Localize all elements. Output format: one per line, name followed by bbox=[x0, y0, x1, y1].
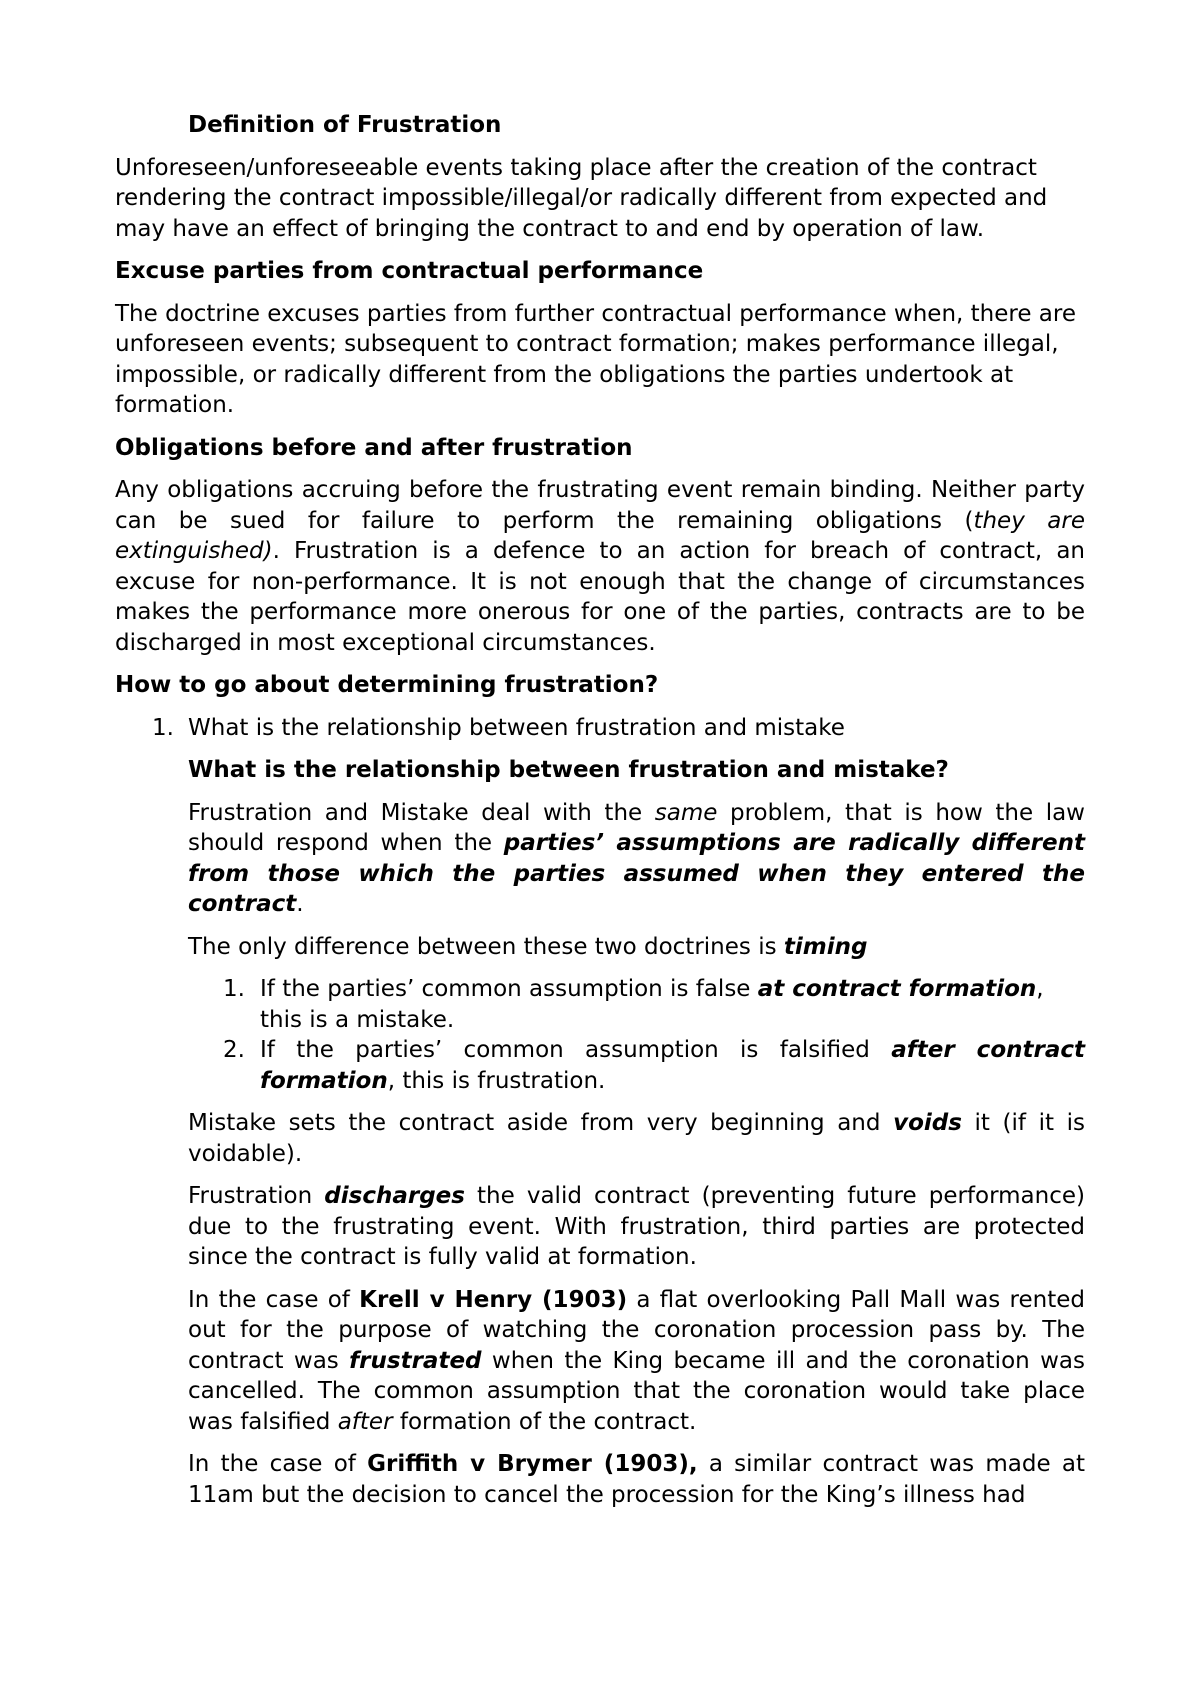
italic-run: they are extinguished) bbox=[115, 507, 1085, 564]
list-item bbox=[115, 974, 1085, 1035]
text-run: . Frustration is a defence to an action for breach of contract, an excuse for non-performance. It is not enough that the change of circumstances makes the performance more onerous for one of the parties, contracts are to be discharged in most exceptional circumstances. bbox=[115, 538, 1085, 656]
text-run: , this is frustration. bbox=[387, 1067, 606, 1094]
heading-obligations: Obligations before and after frustration bbox=[115, 434, 633, 461]
italic-run: after bbox=[337, 1408, 393, 1435]
text-run: formation of the contract. bbox=[392, 1408, 697, 1435]
text-run: a similar contract was made at 11am but the decision to cancel the procession for the King’s illness had bbox=[188, 1451, 1085, 1508]
list-item-body bbox=[188, 755, 1085, 962]
text-run: . bbox=[296, 891, 304, 917]
case-name: Griffith v Brymer (1903), bbox=[367, 1451, 698, 1477]
subheading-relationship: What is the relationship between frustration and mistake? bbox=[188, 757, 949, 783]
text-run: , this is a mistake. bbox=[260, 976, 1044, 1033]
list-number: 1. bbox=[152, 714, 174, 741]
paragraph-discharges bbox=[188, 1181, 1085, 1273]
text-run: the valid contract (preventing future performance) due to the frustrating event. With frustration, third parties are protected since the contract is fully valid at formation. bbox=[188, 1183, 1085, 1270]
paragraph-krell bbox=[188, 1285, 1085, 1438]
bold-italic-run: frustrated bbox=[349, 1347, 482, 1374]
heading-definition: Definition of Frustration bbox=[188, 112, 502, 138]
text-run: If the parties’ common assumption is falsified bbox=[260, 1037, 892, 1063]
paragraph-excuse: The doctrine excuses parties from further contractual performance when, there are unforeseen events; subsequent to contract formation; makes performance illegal, impossible, or radically different from the obligations the parties undertook at formation. bbox=[115, 300, 1076, 418]
paragraph-obligations bbox=[115, 475, 1085, 658]
text-run: The only difference between these two doctrines is bbox=[188, 933, 784, 960]
text-run: Frustration and Mistake deal with the bbox=[188, 799, 655, 826]
bold-italic-run: parties’ assumptions are radically different from those which the parties assumed when they entered the contract bbox=[188, 830, 1085, 917]
bold-italic-run: after contract formation bbox=[260, 1037, 1085, 1094]
text-run: when the King became ill and the coronation was cancelled. The common assumption that the coronation would take place was falsified bbox=[188, 1347, 1085, 1435]
document-body bbox=[115, 110, 1085, 1522]
sub-list bbox=[115, 974, 1085, 1096]
text-run: problem, that is how the law should respond when the bbox=[188, 799, 1085, 856]
heading-how: How to go about determining frustration? bbox=[115, 672, 659, 698]
paragraph-mistake bbox=[188, 1108, 1085, 1169]
case-name: Krell v Henry (1903) bbox=[359, 1286, 628, 1313]
list-item bbox=[115, 713, 1085, 744]
paragraph-griffith bbox=[188, 1449, 1085, 1510]
text-run: it (if it is voidable). bbox=[188, 1110, 1085, 1167]
bold-italic-run: voids bbox=[893, 1110, 962, 1136]
list-number: 1. bbox=[223, 976, 245, 1002]
main-list bbox=[115, 713, 1085, 744]
paragraph-timing bbox=[188, 932, 1085, 963]
list-text: What is the relationship between frustration and mistake bbox=[188, 714, 845, 741]
list-item-body-continued bbox=[188, 1108, 1085, 1510]
text-run: Mistake sets the contract aside from very beginning and bbox=[188, 1110, 894, 1136]
text-run: If the parties’ common assumption is false bbox=[260, 976, 758, 1002]
text-run: In the case of bbox=[188, 1451, 368, 1477]
bold-italic-run: at contract formation bbox=[757, 976, 1037, 1002]
list-item bbox=[115, 1035, 1085, 1096]
paragraph-definition: Unforeseen/unforeseeable events taking place after the creation of the contract rendering the contract impossible/illegal/or radically different from expected and may have an effect of bringing the contract to and end by operation of law. bbox=[115, 154, 1048, 242]
paragraph-same-problem bbox=[188, 798, 1085, 920]
text-run: a flat overlooking Pall Mall was rented out for the purpose of watching the coronation procession pass by. The contract was bbox=[188, 1286, 1085, 1374]
italic-run: same bbox=[654, 799, 718, 826]
bold-italic-run: timing bbox=[783, 933, 868, 960]
text-run: Any obligations accruing before the frustrating event remain binding. Neither party can be sued for failure to perform the remaining obligations ( bbox=[115, 477, 1085, 534]
text-run: In the case of bbox=[188, 1286, 360, 1313]
text-run: Frustration bbox=[188, 1183, 325, 1209]
list-number: 2. bbox=[223, 1037, 245, 1063]
heading-excuse: Excuse parties from contractual performance bbox=[115, 258, 704, 284]
bold-italic-run: discharges bbox=[324, 1183, 465, 1209]
